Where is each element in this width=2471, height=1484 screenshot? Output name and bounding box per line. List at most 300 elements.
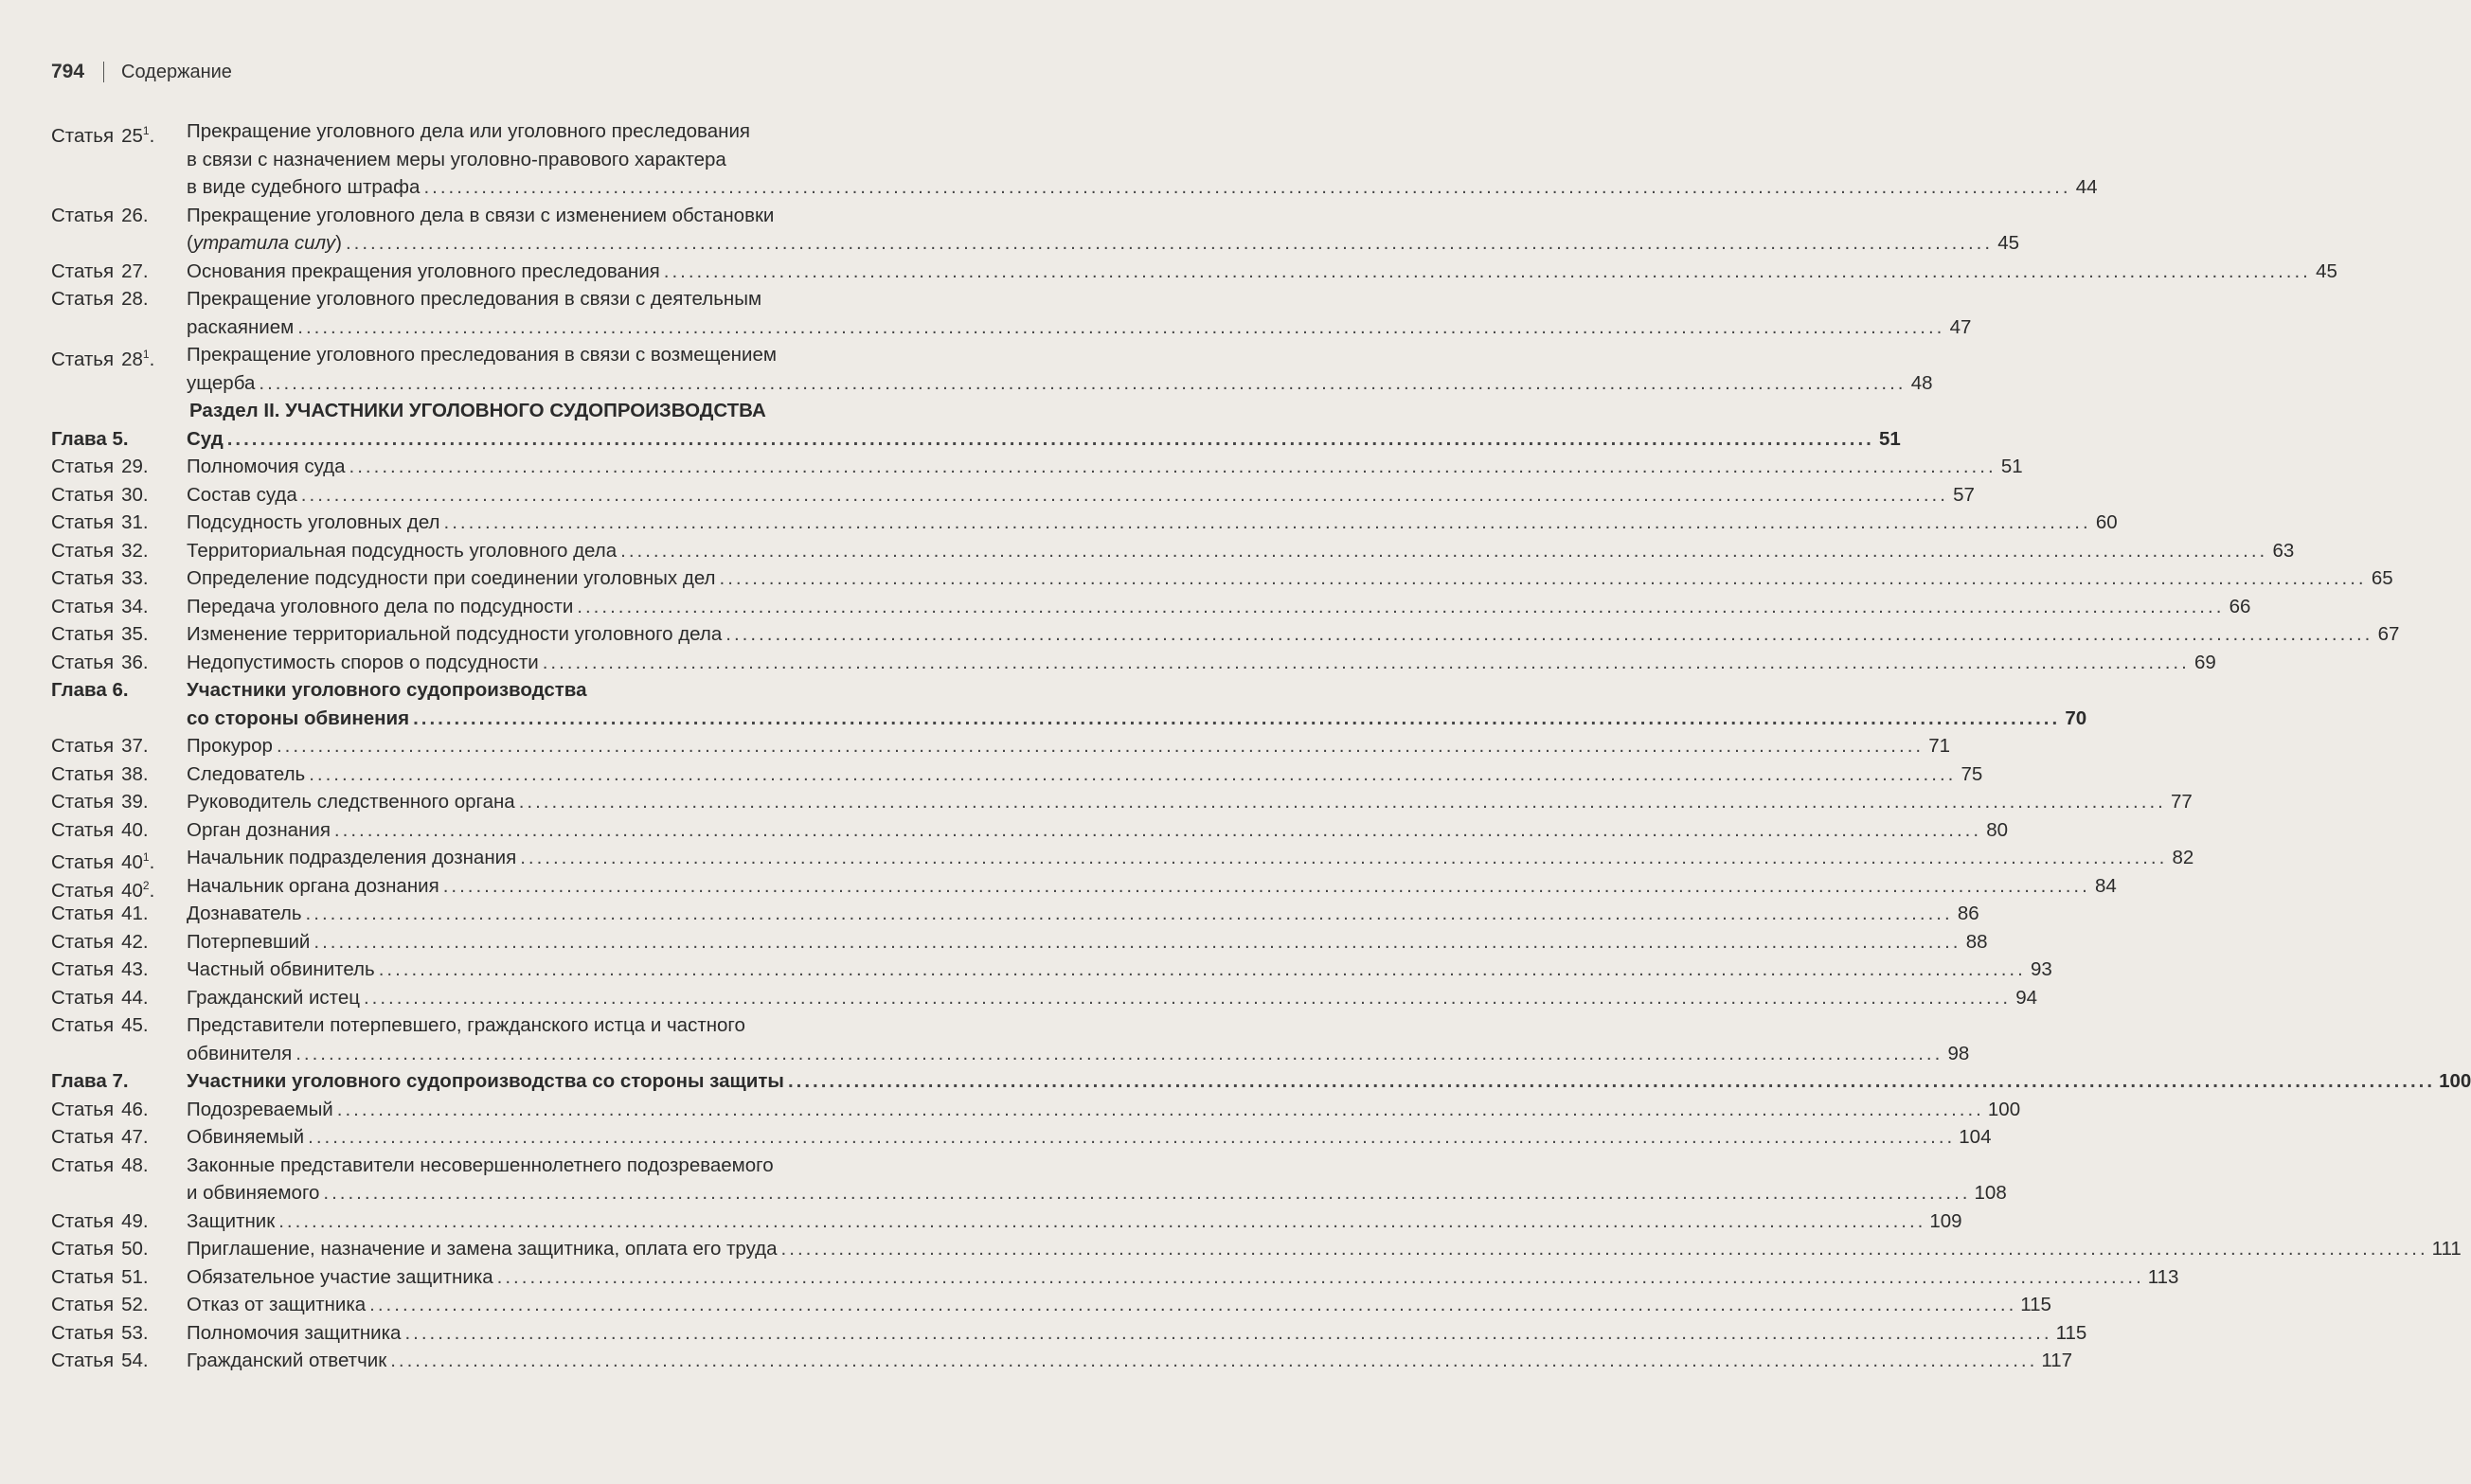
dot-leader: ........................................................................................................................................................................................................ [787,1070,2436,1092]
entry-title [187,564,2393,593]
page-ref: 47 [1949,315,1972,338]
dot-leader: ........................................................................................................................................................................................................ [780,1238,2428,1260]
entry-title [187,1096,2021,1124]
page-ref: 84 [2095,874,2117,897]
page-ref: 88 [1965,930,1988,953]
entry-label-word: Статья [51,762,115,785]
page-ref: 77 [2171,791,2193,813]
entry-label-word: Глава 6. [51,679,129,701]
entry-title-text: Подозреваемый [187,1098,333,1120]
page-ref: 51 [1879,427,1901,450]
entry-label-word: Глава 7. [51,1070,129,1092]
entry-label [51,593,149,621]
page-ref: 93 [2031,958,2052,980]
entry-title [187,1263,2179,1292]
dot-leader: ........................................................................................................................................................................................................ [520,847,2168,868]
page-ref: 66 [2229,595,2251,617]
entry-title-text: Начальник органа дознания [187,874,439,897]
dot-leader: ........................................................................................................................................................................................................ [323,1182,1971,1204]
entry-title-last-line [187,984,2038,1012]
entry-label [51,1011,149,1040]
page-ref: 51 [2000,456,2023,477]
entry-title-last-line [187,1040,1970,1068]
entry-number: 47. [121,1126,149,1148]
entry-label-word: Статья [51,595,115,617]
dot-leader: ........................................................................................................................................................................................................ [719,567,2367,589]
entry-title-last-line [187,453,2023,481]
entry-title [187,676,2087,732]
entry-label-word: Статья [51,791,115,813]
entry-label [51,564,149,593]
entry-label-word: Статья [51,204,115,226]
entry-label [51,620,149,649]
entry-title-last-line [187,313,1972,342]
entry-number: 45. [121,1014,149,1036]
entry-title [187,1235,2462,1263]
entry-title-text: Основания прекращения уголовного преследования [187,259,660,282]
entry-label [51,956,149,984]
entry-title-last-line [187,649,2216,677]
entry-title-last-line [187,564,2393,593]
entry-label [51,481,149,510]
entry-label-word: Статья [51,1350,115,1371]
entry-title-last-line [187,956,2052,984]
entry-title-text: обвинителя [187,1042,293,1064]
entry-title-last-line [187,1291,2051,1319]
entry-title [187,816,2009,845]
dot-leader: ........................................................................................................................................................................................................ [308,1126,1956,1148]
entry-label-word: Статья [51,1014,115,1036]
entry-title-text: Обязательное участие защитника [187,1265,493,1288]
entry-label-word: Статья [51,1265,115,1288]
entry-title-text: Суд [187,427,224,450]
entry-label-word: Статья [51,879,115,902]
page-number: 794 [51,61,85,82]
dot-leader: ........................................................................................................................................................................................................ [496,1265,2144,1288]
entry-number: 26. [121,204,149,226]
entry-title-text: Приглашение, назначение и замена защитника, оплата его труда [187,1238,778,1260]
entry-title [187,1123,1992,1152]
entry-label [51,1096,149,1124]
entry-number: 43. [121,958,149,980]
entry-number: 39. [121,791,149,813]
entry-label [51,649,149,677]
entry-title-text: Гражданский ответчик [187,1350,387,1371]
entry-title-text: Отказ от защитника [187,1294,367,1315]
dot-leader: ........................................................................................................................................................................................................ [577,595,2225,617]
page-ref: 80 [1986,818,2009,841]
entry-title-last-line [187,928,1988,957]
entry-title-last-line [187,1067,2471,1096]
dot-leader: ........................................................................................................................................................................................................ [369,1294,2017,1315]
entry-title-last-line [187,872,2117,901]
entry-number: 44. [121,986,149,1009]
entry-number-superscript: 2 [142,878,150,892]
entry-label-word: Статья [51,1294,115,1315]
entry-title-text: ущерба [187,371,256,394]
entry-label-word: Статья [51,539,115,562]
entry-label [51,537,149,565]
entry-label [51,1235,149,1263]
entry-title-line: в связи с назначением меры уголовно-правового характера [187,148,726,170]
entry-label [51,453,149,481]
dot-leader: ........................................................................................................................................................................................................ [423,176,2071,198]
dot-leader: ........................................................................................................................................................................................................ [345,232,1994,254]
header-divider [103,62,104,82]
section-heading: Раздел II. УЧАСТНИКИ УГОЛОВНОГО СУДОПРОИЗВОДСТВА [189,400,766,421]
entry-label-word: Статья [51,930,115,953]
entry-title-last-line [187,844,2194,872]
dot-leader: ........................................................................................................................................................................................................ [390,1350,2038,1371]
page-ref: 71 [1928,735,1951,757]
entry-title [187,788,2193,816]
entry-number: 49. [121,1209,149,1232]
entry-number: 40 [121,879,143,902]
entry-title [187,593,2251,621]
entry-title-text: Потерпевший [187,930,311,953]
entry-label [51,1123,149,1152]
page-ref: 104 [1959,1126,1992,1148]
entry-label [51,1319,149,1348]
entry-title [187,1291,2051,1319]
dot-leader: ........................................................................................................................................................................................................ [620,539,2268,562]
entry-label: Статья $25^1$. [51,117,154,151]
page-ref: 86 [1957,903,1979,924]
entry-label [51,425,129,454]
entry-label: Статья $40^2$. [51,872,154,905]
page-ref: 45 [1997,232,2020,254]
entry-label-word: Глава 5. [51,427,129,450]
entry-title [187,844,2194,872]
entry-title-text: Состав суда [187,483,297,506]
entry-label-word: Статья [51,567,115,589]
entry-title-last-line [187,760,1983,789]
entry-title [187,1207,1962,1236]
page-ref: 69 [2194,651,2216,673]
entry-title-line: Прекращение уголовного преследования в связи с возмещением [187,344,777,366]
entry-number: 29. [121,456,149,477]
dot-leader: ........................................................................................................................................................................................................ [413,706,2061,729]
entry-title-text: Определение подсудности при соединении уголовных дел [187,567,716,589]
entry-number: 42. [121,930,149,953]
entry-number: 33. [121,567,149,589]
entry-label-word: Статья [51,456,115,477]
entry-title-line: Представители потерпевшего, гражданского истца и частного [187,1014,745,1036]
entry-title-last-line [187,1235,2462,1263]
page-ref: 100 [2439,1070,2471,1092]
entry-label [51,1067,129,1096]
entry-title-last-line [187,1096,2021,1124]
entry-title [187,537,2295,565]
dot-leader: ........................................................................................................................................................................................................ [305,903,1953,924]
entry-title-last-line [187,1179,2007,1207]
entry-label [51,676,129,705]
entry-label-word: Статья [51,1209,115,1232]
entry-title-text: Изменение территориальной подсудности уголовного дела [187,623,723,645]
entry-number: 25 [121,125,143,147]
entry-title [187,1152,2007,1207]
dot-leader: ........................................................................................................................................................................................................ [333,818,1982,841]
page-ref: 48 [1910,371,1933,394]
page-ref: 108 [1974,1182,2007,1204]
dot-leader: ........................................................................................................................................................................................................ [443,511,2091,533]
entry-title-text: Подсудность уголовных дел [187,511,440,533]
entry-title-last-line [187,369,1933,398]
entry-title [187,1347,2072,1375]
entry-title-text: Прокурор [187,735,273,757]
dot-leader: ........................................................................................................................................................................................................ [725,623,2373,645]
entry-title-text: Полномочия защитника [187,1321,402,1344]
entry-title [187,1319,2087,1348]
entry-title-text: Орган дознания [187,818,331,841]
dot-leader: ........................................................................................................................................................................................................ [278,1209,1926,1232]
entry-number: 40 [121,851,143,873]
entry-number: 53. [121,1321,149,1344]
entry-number: 28. [121,288,149,310]
entry-title-text: Участники уголовного судопроизводства со стороны защиты [187,1070,784,1092]
entry-title-last-line [187,1123,1992,1152]
entry-label-word: Статья [51,1153,115,1176]
entry-label-word: Статья [51,1238,115,1260]
dot-leader: ........................................................................................................................................................................................................ [518,791,2166,813]
entry-label [51,1291,149,1319]
entry-title-text: Недопустимость споров о подсудности [187,651,539,673]
dot-leader: ........................................................................................................................................................................................................ [349,456,1996,477]
entry-label-word: Статья [51,1098,115,1120]
entry-title-text: Полномочия суда [187,456,346,477]
entry-title-last-line [187,229,2020,258]
entry-label [51,202,149,230]
entry-title-text: и обвиняемого [187,1182,320,1204]
page-ref: 60 [2095,511,2118,533]
entry-title [187,285,1972,341]
dot-leader: ........................................................................................................................................................................................................ [542,651,2190,673]
dot-leader: ........................................................................................................................................................................................................ [276,735,1925,757]
entry-title-text: со стороны обвинения [187,706,410,729]
entry-label [51,509,149,537]
entry-title [187,341,1933,397]
entry-number: 35. [121,623,149,645]
entry-title-last-line [187,816,2009,845]
entry-title-text: Обвиняемый [187,1126,305,1148]
entry-number-superscript: 1 [142,850,150,864]
entry-title-last-line [187,705,2087,733]
page-ref: 111 [2431,1238,2462,1260]
entry-title-last-line [187,732,1951,760]
entry-label-word: Статья [51,1126,115,1148]
entry-label [51,258,149,286]
entry-title-text: раскаянием [187,315,295,338]
entry-title-text: Защитник [187,1209,276,1232]
entry-number: 51. [121,1265,149,1288]
page-ref: 117 [2041,1350,2072,1371]
entry-title [187,202,2020,258]
entry-title [187,732,1951,760]
entry-label [51,984,149,1012]
entry-label-word: Статья [51,623,115,645]
entry-title-last-line [187,1319,2087,1348]
entry-title-last-line [187,1207,1962,1236]
entry-label-word: Статья [51,958,115,980]
page-ref: 100 [1987,1098,2021,1120]
entry-title-text: Гражданский истец [187,986,360,1009]
entry-title-line: Участники уголовного судопроизводства [187,679,587,701]
entry-number: 37. [121,735,149,757]
entry-label [51,1152,149,1180]
entry-title [187,481,1975,510]
entry-label-word: Статья [51,818,115,841]
entry-number: 30. [121,483,149,506]
entry-label [51,900,149,928]
header-title: Содержание [121,61,232,82]
page-ref: 113 [2147,1265,2179,1288]
dot-leader: ........................................................................................................................................................................................................ [378,958,2026,980]
entry-title [187,760,1983,789]
entry-label [51,1347,149,1375]
entry-number: 48. [121,1153,149,1176]
entry-title [187,928,1988,957]
dot-leader: ........................................................................................................................................................................................................ [226,427,1874,450]
dot-leader: ........................................................................................................................................................................................................ [295,1042,1943,1064]
entry-title [187,1067,2471,1096]
page-ref: 115 [2020,1294,2051,1315]
entry-title-last-line [187,593,2251,621]
entry-title-text: (утратила силу) [187,232,342,254]
entry-title [187,258,2337,286]
dot-leader: ........................................................................................................................................................................................................ [309,762,1957,785]
entry-label: Статья $28^1$. [51,341,154,374]
entry-title-text: Руководитель следственного органа [187,791,515,813]
dot-leader: ........................................................................................................................................................................................................ [663,259,2311,282]
entry-number: 38. [121,762,149,785]
entry-number: 27. [121,259,149,282]
entry-label-word: Статья [51,1321,115,1344]
entry-title [187,453,2023,481]
entry-title [187,900,1979,928]
entry-title-line: Прекращение уголовного преследования в связи с деятельным [187,288,762,310]
entry-title-text: Передача уголовного дела по подсудности [187,595,574,617]
entry-title [187,509,2118,537]
entry-number: 41. [121,903,149,924]
entry-title [187,620,2400,649]
page-ref: 115 [2055,1321,2087,1344]
entry-label [51,788,149,816]
page-ref: 57 [1953,483,1975,506]
page-ref: 75 [1961,762,1983,785]
page-ref: 70 [2065,706,2087,729]
entry-number: 52. [121,1294,149,1315]
entry-title-text: Следователь [187,762,306,785]
entry-number: 54. [121,1350,149,1371]
entry-title-last-line [187,900,1979,928]
entry-title-last-line [187,509,2118,537]
entry-title [187,956,2052,984]
entry-title-last-line [187,258,2337,286]
entry-title-text: Территориальная подсудность уголовного дела [187,539,618,562]
entry-title [187,984,2038,1012]
dot-leader: ........................................................................................................................................................................................................ [313,930,1961,953]
entry-label-word: Статья [51,125,115,147]
entry-label [51,1263,149,1292]
entry-title-text: Начальник подразделения дознания [187,847,517,868]
entry-title-last-line [187,620,2400,649]
page-ref: 109 [1929,1209,1962,1232]
entry-title-text: Дознаватель [187,903,302,924]
entry-number-superscript: 1 [142,124,150,137]
entry-title-last-line [187,537,2295,565]
page-ref: 67 [2377,623,2400,645]
entry-label-word: Статья [51,986,115,1009]
entry-title-last-line [187,1263,2179,1292]
page-ref: 98 [1947,1042,1970,1064]
entry-label-word: Статья [51,483,115,506]
entry-label [51,1207,149,1236]
entry-number: 31. [121,511,149,533]
entry-title-last-line [187,425,1901,454]
entry-label-word: Статья [51,851,115,873]
page-ref: 44 [2075,176,2098,198]
dot-leader: ........................................................................................................................................................................................................ [363,986,2012,1009]
entry-number: 46. [121,1098,149,1120]
entry-label-word: Статья [51,259,115,282]
entry-title [187,117,2098,202]
entry-title-last-line [187,481,1975,510]
entry-label-word: Статья [51,288,115,310]
entry-title-last-line [187,1347,2072,1375]
entry-title-line: Прекращение уголовного дела или уголовного преследования [187,120,750,142]
entry-label [51,816,149,845]
dot-leader: ........................................................................................................................................................................................................ [300,483,1948,506]
entry-number-superscript: 1 [142,348,150,361]
entry-number: 50. [121,1238,149,1260]
page-header [51,59,232,85]
entry-label [51,732,149,760]
entry-title-line: Законные представители несовершеннолетнего подозреваемого [187,1153,774,1176]
entry-label-word: Статья [51,511,115,533]
page-ref: 63 [2272,539,2295,562]
entry-title-line: Прекращение уголовного дела в связи с изменением обстановки [187,204,775,226]
entry-number: 40. [121,818,149,841]
entry-label [51,928,149,957]
entry-label [51,285,149,313]
page-ref: 94 [2015,986,2038,1009]
entry-title-text: Частный обвинитель [187,958,375,980]
dot-leader: ........................................................................................................................................................................................................ [259,371,1907,394]
page-ref: 45 [2316,259,2337,282]
entry-title [187,1011,1970,1067]
entry-number: 36. [121,651,149,673]
entry-label-word: Статья [51,903,115,924]
dot-leader: ........................................................................................................................................................................................................ [442,874,2090,897]
entry-number: 28 [121,349,143,370]
dot-leader: ........................................................................................................................................................................................................ [404,1321,2052,1344]
entry-title-last-line [187,173,2098,202]
entry-label-word: Статья [51,651,115,673]
entry-label [51,760,149,789]
page-ref: 65 [2371,567,2393,589]
entry-label-word: Статья [51,349,115,370]
entry-title-text: в виде судебного штрафа [187,176,421,198]
entry-number: 34. [121,595,149,617]
entry-title [187,649,2216,677]
entry-title [187,872,2117,901]
entry-label: Статья $40^1$. [51,844,154,877]
entry-title-last-line [187,788,2193,816]
page-ref: 82 [2172,847,2194,868]
dot-leader: ........................................................................................................................................................................................................ [297,315,1945,338]
entry-title [187,425,1901,454]
entry-label-word: Статья [51,735,115,757]
